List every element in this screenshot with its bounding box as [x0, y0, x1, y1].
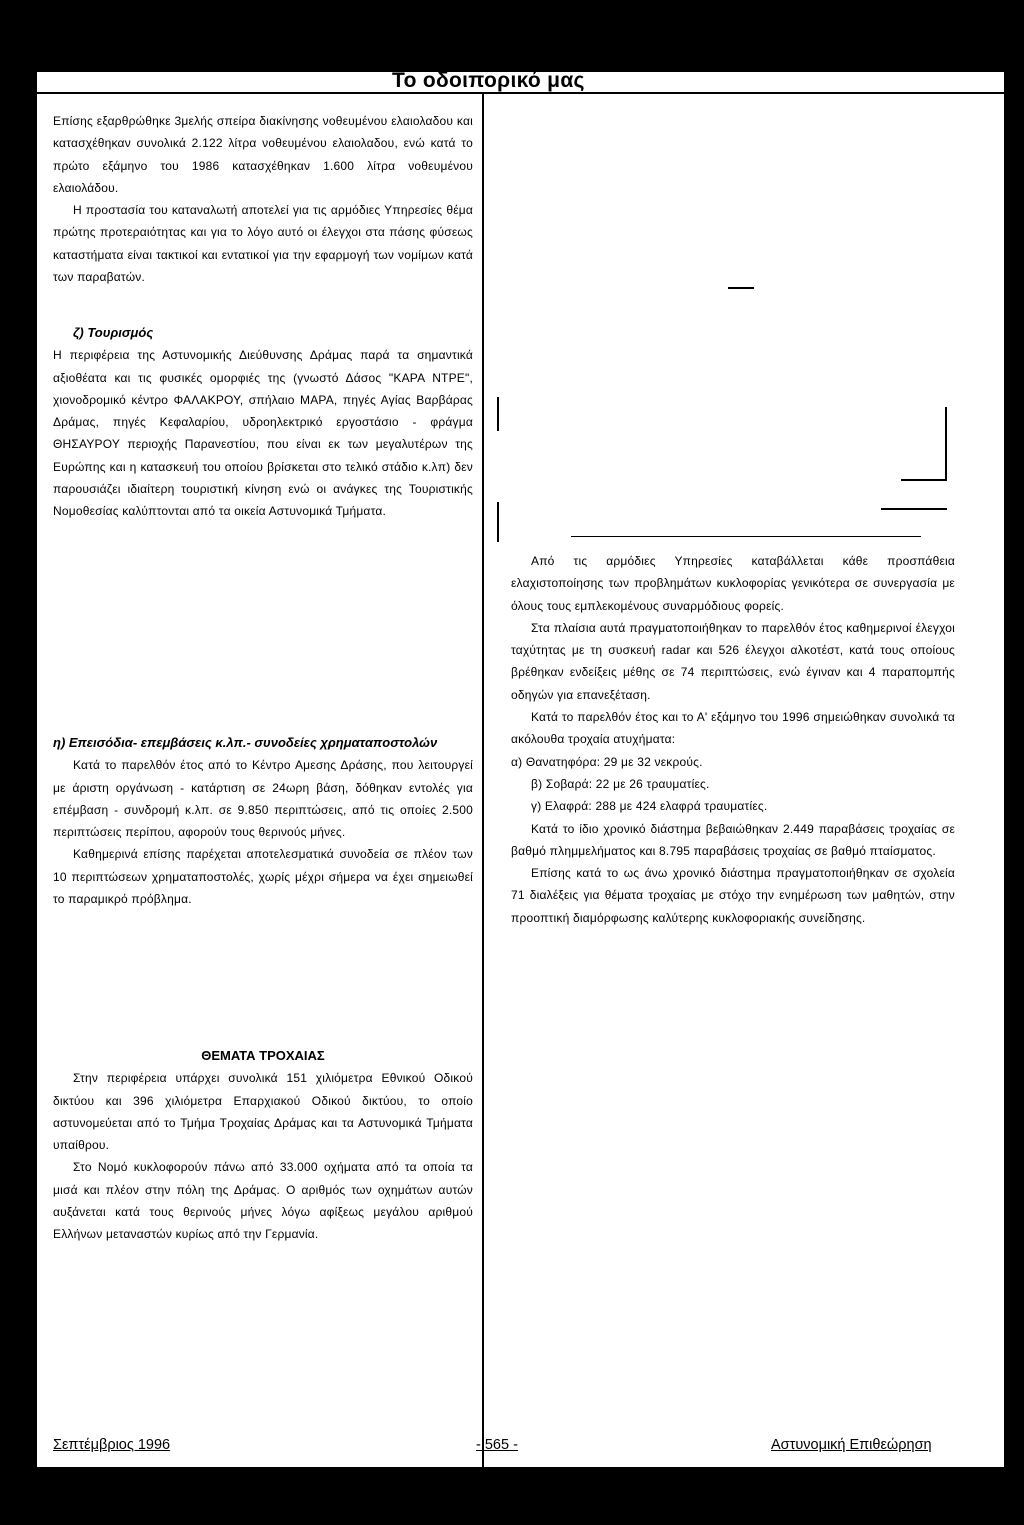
- column-divider: [482, 94, 484, 1467]
- footer-page-number: - 565 -: [476, 1437, 518, 1453]
- left-block-tourism: [53, 322, 473, 523]
- photo-mark: [901, 479, 947, 481]
- photo-mark: [497, 397, 499, 431]
- photo-area: [501, 287, 956, 542]
- incidents-heading: η) Επεισόδια- επεμβάσεις κ.λπ.- συνοδείες χρηματαποστολών: [53, 735, 438, 750]
- photo-mark: [945, 407, 947, 479]
- right-block-traffic: [511, 550, 955, 929]
- photo-mark: [881, 508, 947, 510]
- traffic-paragraph-2: Στο Νομό κυκλοφορούν πάνω από 33.000 οχήματα από τα οποία τα μισά και πλέον στην πόλη της Δράμας. Ο αριθμός των οχημάτων αυτών αυξάνεται κατά τους θερινούς μήνες λόγω αφίξεως μεγάλου αριθμού Ελλήνων μεταναστών κυρίως από την Γερμανία.: [53, 1160, 473, 1242]
- section-title: Το οδοιπορικό μας: [392, 72, 585, 92]
- accidents-fatal: α) Θανατηφόρα: 29 με 32 νεκρούς.: [511, 754, 703, 769]
- traffic-paragraph-1: Στην περιφέρεια υπάρχει συνολικά 151 χιλιόμετρα Εθνικού Οδικού δικτύου και 396 χιλιόμετρα Επαρχιακού Οδικού δικτύου, το οποίο αστυνομεύεται από το Τμήμα Τροχαίας Δράμας και τα Αστυνομικά Τμήματα υπαίθρου.: [53, 1071, 473, 1153]
- footer-magazine: Αστυνομική Επιθεώρηση: [771, 1437, 932, 1453]
- left-block-traffic: [53, 1045, 473, 1246]
- left-block-intro: [53, 110, 473, 288]
- incidents-paragraph-2: Καθημερινά επίσης παρέχεται αποτελεσματικά συνοδεία σε πλέον των 10 περιπτώσεων χρηματαποστολές, χωρίς μέχρι σήμερα να έχει σημειωθεί το παραμικρό πρόβλημα.: [53, 847, 473, 907]
- accidents-serious: β) Σοβαρά: 22 με 26 τραυματίες.: [531, 776, 710, 791]
- document-page: [37, 72, 1004, 1467]
- accidents-minor: γ) Ελαφρά: 288 με 424 ελαφρά τραυματίες.: [531, 799, 768, 814]
- photo-mark: [728, 287, 754, 289]
- left-block-incidents: [53, 732, 473, 910]
- traffic-heading: ΘΕΜΑΤΑ ΤΡΟΧΑΙΑΣ: [201, 1048, 325, 1063]
- right-paragraph-1: Από τις αρμόδιες Υπηρεσίες καταβάλλεται κάθε προσπάθεια ελαχιστοποίησης των προβλημάτων κυκλοφορίας γενικότερα σε συνεργασία με όλους τους εμπλεκομένους συναρμόδιους φορείς.: [511, 554, 955, 613]
- photo-mark: [571, 536, 921, 537]
- right-paragraph-3: Κατά το παρελθόν έτος και το Α' εξάμηνο του 1996 σημειώθηκαν συνολικά τα ακόλουθα τροχαία ατυχήματα:: [511, 710, 955, 747]
- paragraph-fraud: Επίσης εξαρθρώθηκε 3μελής σπείρα διακίνησης νοθευμένου ελαιολαδου και κατασχέθηκαν συνολικά 2.122 λίτρα νοθευμένου ελαιολαδου, ενώ κατά το πρώτο εξάμηνο του 1986 κατασχέθηκαν 1.600 λίτρα νοθευμένου ελαιολάδου.: [53, 114, 473, 195]
- right-paragraph-4: Κατά το ίδιο χρονικό διάστημα βεβαιώθηκαν 2.449 παραβάσεις τροχαίας σε βαθμό πλημμελήματος και 8.795 παραβάσεις τροχαίας σε βαθμό πταίσματος.: [511, 821, 955, 858]
- incidents-paragraph-1: Κατά το παρελθόν έτος από το Κέντρο Αμεσης Δράσης, που λειτουργεί με άριστη οργάνωση - κατάρτιση σε 24ωρη βάση, δόθηκαν εντολές για επέμβαση - συνδρομή κ.λπ. σε 9.850 περιπτώσεις, από τις οποίες 2.500 περιπτώσεις περίπου, αφορούν τους θερινούς μήνες.: [53, 758, 473, 840]
- paragraph-consumer-protection: Η προστασία του καταναλωτή αποτελεί για τις αρμόδιες Υπηρεσίες θέμα πρώτης προτεραιότητας και για το λόγο αυτό οι έλεγχοι στα πάσης φύσεως καταστήματα είναι τακτικοί και εντατικοί για την εφαρμογή των νομίμων κατά των παραβατών.: [53, 203, 473, 285]
- right-paragraph-5: Επίσης κατά το ως άνω χρονικό διάστημα πραγματοποιήθηκαν σε σχολεία 71 διαλέξεις για θέματα τροχαίας με στόχο την ενημέρωση των μαθητών, στην προοπτική διαμόρφωσης καλύτερης κυκλοφοριακής συνείδησης.: [511, 866, 955, 925]
- footer-date: Σεπτέμβριος 1996: [53, 1437, 171, 1453]
- tourism-heading: ζ) Τουρισμός: [73, 325, 154, 340]
- page-footer: [0, 1437, 1024, 1463]
- right-paragraph-2: Στα πλαίσια αυτά πραγματοποιήθηκαν το παρελθόν έτος καθημερινοί έλεγχοι ταχύτητας με τη συσκευή radar και 526 έλεγχοι αλκοτέστ, κατά τους οποίους βρέθηκαν ενδείξεις μέθης σε 74 περιπτώσεις, ενώ έγιναν και 4 παραπομπής οδηγών για επανεξέταση.: [511, 620, 955, 702]
- photo-mark: [497, 502, 499, 542]
- tourism-paragraph: Η περιφέρεια της Αστυνομικής Διεύθυνσης Δράμας παρά τα σημαντικά αξιοθέατα και τις φυσικές ομορφιές της (γνωστό Δάσος "ΚΑΡΑ ΝΤΡΕ", χιονοδρομικό κέντρο ΦΑΛΑΚΡΟΥ, σπήλαιο ΜΑΡΑ, πηγές Αγίας Βαρβάρας Δράμας, πηγές Κεφαλαρίου, υδροηλεκτρικό εργοστάσιο - φράγμα ΘΗΣΑΥΡΟΥ περιοχής Παρανεστίου, που είναι εκ των μεγαλυτέρων της Ευρώπης και η κατασκευή του οποίου βρίσκεται στο τελικό στάδιο κ.λπ) δεν παρουσιάζει ιδιαίτερη τουριστική κίνηση ενώ οι ανάγκες της Τουριστικής Νομοθεσίας καλύπτονται από τα οικεία Αστυνομικά Τμήματα.: [53, 348, 473, 519]
